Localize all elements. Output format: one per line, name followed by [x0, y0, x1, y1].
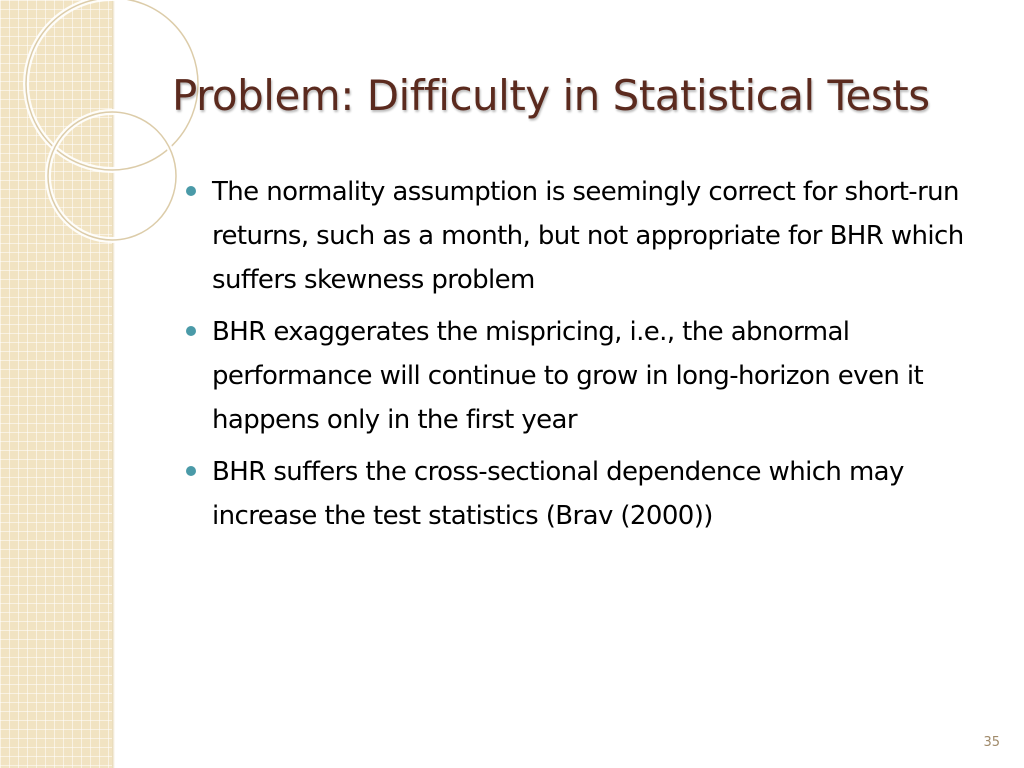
bullet-item	[184, 170, 984, 302]
bullet-dot-icon	[186, 186, 196, 196]
bullet-list	[184, 170, 984, 546]
bullet-text: BHR exaggerates the mispricing, i.e., the abnormal performance will continue to grow in long-horizon even it happens only in the first year	[212, 317, 924, 435]
bullet-text: The normality assumption is seemingly correct for short-run returns, such as a month, but not appropriate for BHR which suffers skewness problem	[212, 177, 964, 295]
slide-title: Problem: Difficulty in Statistical Tests	[172, 71, 930, 120]
bullet-text: BHR suffers the cross-sectional dependence which may increase the test statistics (Brav (2000))	[212, 457, 904, 531]
bullet-dot-icon	[186, 466, 196, 476]
bullet-item	[184, 450, 984, 538]
bullet-item	[184, 310, 984, 442]
page-number: 35	[983, 735, 1000, 750]
decorative-circle-small-shade	[48, 112, 176, 240]
bullet-dot-icon	[186, 326, 196, 336]
